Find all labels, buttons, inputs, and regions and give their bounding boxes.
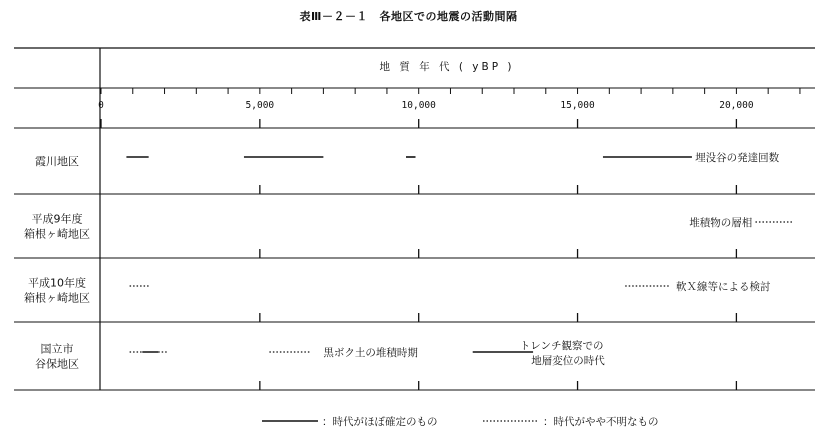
period-annotation: トレンチ観察での bbox=[519, 340, 604, 352]
period-annotation: 堆積物の層相 bbox=[689, 217, 753, 229]
region-row bbox=[24, 212, 794, 259]
row-label: 国立市 bbox=[40, 342, 74, 356]
tick-label: 20,000 bbox=[719, 100, 754, 111]
tick-label: 0 bbox=[98, 100, 104, 111]
axis-title: 地 質 年 代 ( yBP ) bbox=[379, 61, 515, 73]
tick-label: 10,000 bbox=[401, 100, 436, 111]
region-rows bbox=[24, 151, 794, 390]
row-label: 平成10年度 bbox=[28, 276, 86, 290]
legend-dotted-label: ：時代がやや不明なもの bbox=[543, 416, 659, 428]
region-row bbox=[24, 276, 771, 323]
legend-solid-label: ：時代がほぼ確定のもの bbox=[322, 416, 438, 428]
table-title: 表Ⅲ－２－１ 各地区での地震の活動間隔 bbox=[299, 10, 518, 23]
legend bbox=[262, 415, 659, 428]
row-label: 平成9年度 bbox=[31, 212, 83, 226]
period-annotation: 埋没谷の発達回数 bbox=[695, 152, 780, 164]
time-axis bbox=[98, 60, 800, 128]
row-label: 谷保地区 bbox=[35, 357, 79, 371]
period-annotation: 地層変位の時代 bbox=[531, 355, 605, 367]
period-annotation: 軟Ｘ線等による検討 bbox=[676, 281, 771, 293]
tick-label: 15,000 bbox=[560, 100, 595, 111]
row-label: 箱根ヶ崎地区 bbox=[24, 291, 90, 305]
tick-label: 5,000 bbox=[245, 100, 275, 111]
region-row bbox=[35, 151, 780, 194]
row-label: 霞川地区 bbox=[35, 155, 79, 168]
period-annotation: 黒ボク土の堆積時期 bbox=[323, 347, 418, 359]
row-label: 箱根ヶ崎地区 bbox=[24, 227, 90, 241]
region-row bbox=[35, 339, 736, 390]
